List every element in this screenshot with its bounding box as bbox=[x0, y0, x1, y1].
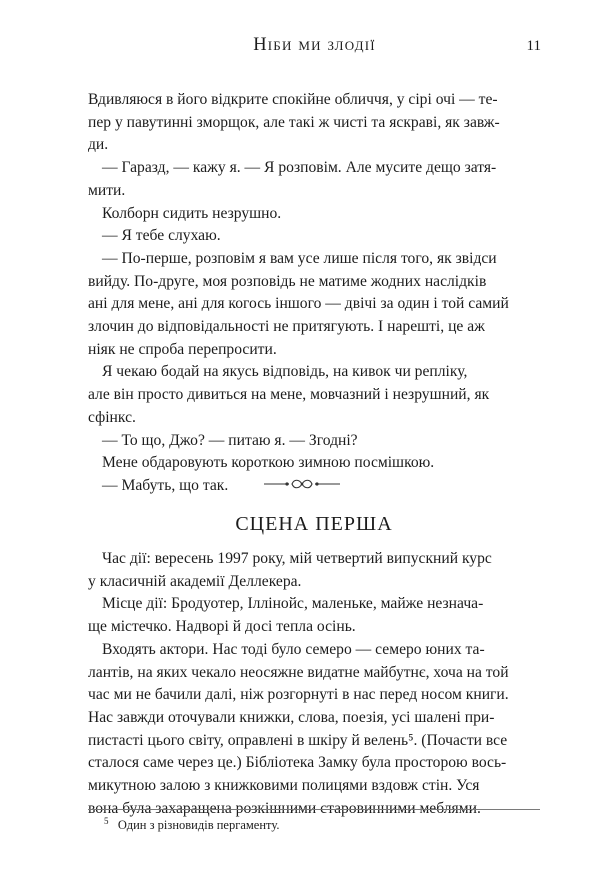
text-line: час ми не бачили далі, ніж розгорнуті в нас перед носом книги. bbox=[88, 686, 509, 704]
text-line: — То що, Джо? — питаю я. — Згодні? bbox=[102, 431, 358, 449]
text-line: Нас завжди оточували книжки, слова, поезія, усі шалені при- bbox=[88, 708, 495, 726]
ornament-divider-icon bbox=[262, 477, 342, 491]
text-line: мити. bbox=[88, 181, 126, 199]
text-line: — Я тебе слухаю. bbox=[102, 227, 221, 245]
text-line: ніяк не спроба перепросити. bbox=[88, 340, 277, 358]
text-line: у класичній академії Деллекера. bbox=[88, 572, 302, 590]
footnote-divider bbox=[88, 809, 540, 810]
paragraph bbox=[88, 89, 540, 157]
text-line: сфінкс. bbox=[88, 408, 136, 426]
text-line: Час дії: вересень 1997 року, мій четвертий випускний курс bbox=[102, 550, 492, 567]
text-line: Місце дії: Бродуотер, Іллінойс, маленьке, майже незнача- bbox=[102, 595, 484, 613]
paragraph bbox=[88, 271, 540, 362]
text-line: — Мабуть, що так. bbox=[102, 476, 229, 494]
text-line: злочин до відповідальності не притягують. І нарешті, це аж bbox=[88, 318, 485, 336]
text-line: вийду. По-друге, моя розповідь не матиме жодних наслідків bbox=[88, 272, 487, 290]
text-line: лантів, на яких чекало неосяжне видатне майбутнє, хоча на той bbox=[88, 663, 509, 681]
text-line: Колборн сидить незрушно. bbox=[102, 204, 282, 222]
text-line: сталося саме через це.) Бібліотека Замку була просторою вось- bbox=[88, 754, 507, 772]
paragraph bbox=[88, 548, 540, 593]
paragraph bbox=[88, 248, 540, 271]
text-line: Мене обдаровують короткою зимною посмішкою. bbox=[102, 454, 435, 472]
paragraph bbox=[88, 639, 540, 821]
paragraph bbox=[88, 157, 540, 202]
text-line: — Гаразд, — кажу я. — Я розповім. Але мусите дещо затя- bbox=[102, 159, 497, 177]
section-title: СЦЕНА ПЕРША bbox=[235, 513, 393, 535]
body-text-part-2 bbox=[88, 548, 540, 820]
paragraph bbox=[88, 203, 540, 226]
paragraph bbox=[88, 361, 540, 429]
text-line: пер у павутинні зморщок, але такі ж чисті та яскраві, як завж- bbox=[88, 113, 500, 131]
text-line: ще містечко. Надворі й досі тепла осінь. bbox=[88, 618, 356, 636]
text-line: Входять актори. Нас тоді було семеро — семеро юних та- bbox=[102, 640, 485, 658]
footnote-text: Один з різновидів пергаменту. bbox=[117, 818, 280, 832]
footnote bbox=[104, 817, 279, 833]
paragraph bbox=[88, 593, 540, 638]
text-line: — По-перше, розповім я вам усе лише після того, як звідси bbox=[102, 249, 497, 267]
text-line: ди. bbox=[88, 136, 109, 154]
text-line: вона була захаращена розкішними старовинними меблями. bbox=[88, 799, 481, 817]
text-line: але він просто дивиться на мене, мовчазний і незрушний, як bbox=[88, 386, 490, 404]
body-text-part-1 bbox=[88, 89, 540, 498]
paragraph bbox=[88, 452, 540, 475]
text-line: ані для мене, ані для когось іншого — двічі за один і той самий bbox=[88, 295, 509, 313]
text-line: Я чекаю бодай на якусь відповідь, на кивок чи репліку, bbox=[102, 363, 468, 381]
running-head bbox=[88, 34, 541, 56]
running-title: Ніби ми злодії bbox=[253, 35, 376, 55]
paragraph bbox=[88, 225, 540, 248]
footnote-marker: 5 bbox=[104, 815, 109, 826]
text-line: пистасті цього світу, оправлені в шкіру й велень⁵. (Почасти все bbox=[88, 731, 508, 749]
text-line: микутною залою з книжковими полицями вздовж стін. Уся bbox=[88, 777, 480, 795]
paragraph bbox=[88, 430, 540, 453]
page-number: 11 bbox=[526, 38, 541, 54]
text-line: Вдивляюся в його відкрите спокійне обличчя, у сірі очі — те- bbox=[88, 91, 498, 108]
